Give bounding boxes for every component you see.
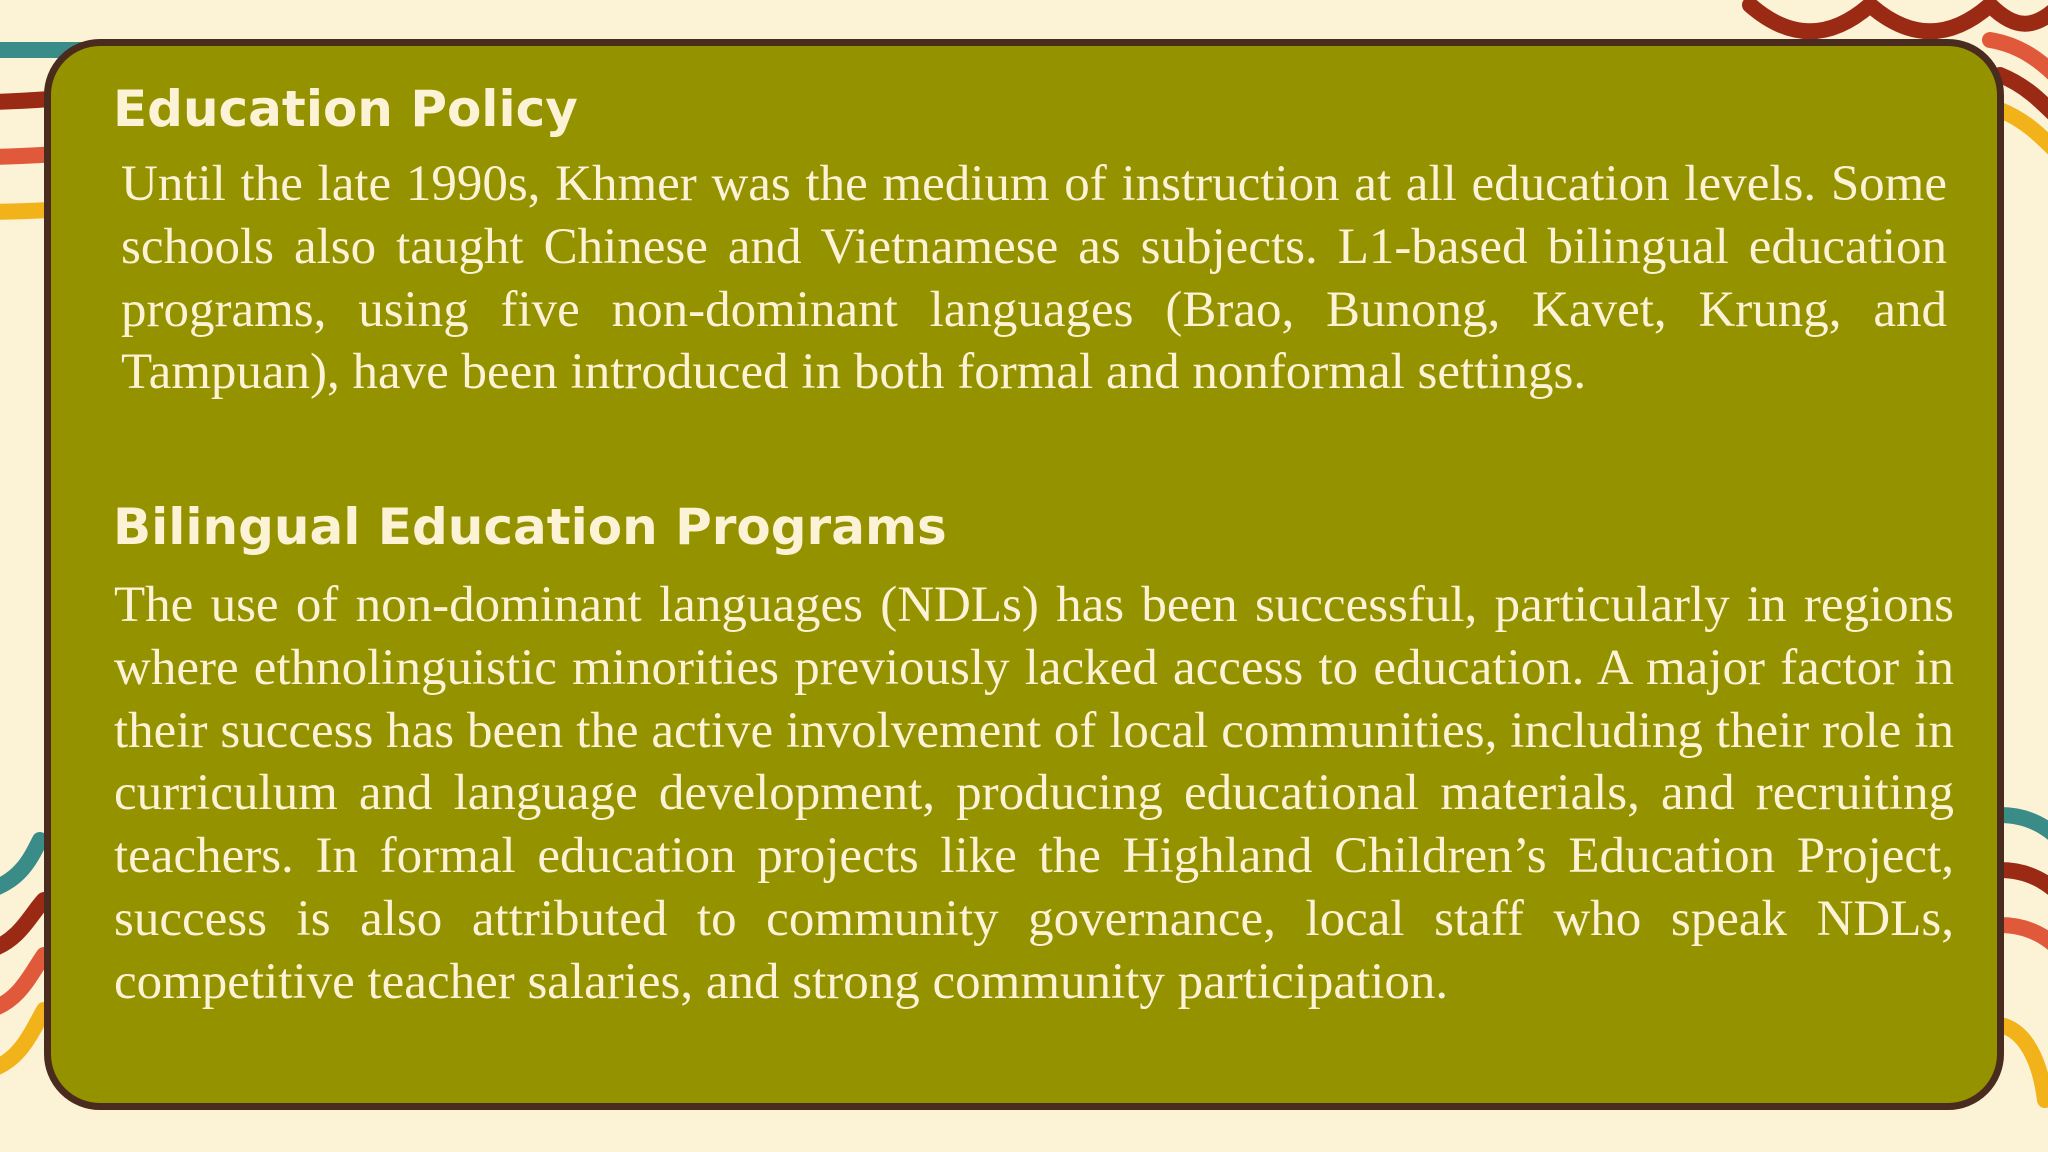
bilingual-education-programs-heading: Bilingual Education Programs xyxy=(113,498,947,556)
right-bottom-stripe-maroon xyxy=(2000,870,2048,895)
right-bottom-stripe-yellow xyxy=(2000,1025,2045,1100)
left-bottom-stripe-teal xyxy=(0,840,40,890)
left-bottom-stripe-maroon xyxy=(0,900,44,950)
education-policy-paragraph: Until the late 1990s, Khmer was the medium of instruction at all education levels. Some schools also taught Chinese and Vietnamese as subjects. L1-based bilingual education programs, using five non-dominant languages (Brao, Bunong, Kavet, Krung, and Tampuan), have been introduced in both formal and nonformal settings. xyxy=(121,156,1947,401)
left-bottom-stripe-yellow xyxy=(0,1010,44,1070)
bilingual-education-programs-paragraph: The use of non-dominant languages (NDLs) has been successful, particularly in regions where ethnolinguistic minorities previously lacked access to education. A major factor in their success has been the active involvement of local communities, including their role in curriculum and language development, producing educational materials, and recruiting teachers. In formal education projects like the Highland Children’s Education Project, success is also attributed to community governance, local staff who speak NDLs, competitive teacher salaries, and strong community participation. xyxy=(114,577,1954,1010)
left-bottom-stripes xyxy=(0,840,44,1070)
left-bottom-stripe-orange xyxy=(0,955,44,1010)
content-card xyxy=(44,39,2004,1110)
right-top-wave-maroon xyxy=(1750,5,2048,31)
education-policy-heading: Education Policy xyxy=(113,80,578,138)
right-top-stripe-yellow xyxy=(2000,110,2048,155)
right-bottom-stripe-teal xyxy=(2000,815,2048,840)
right-bottom-stripes xyxy=(2000,815,2048,1100)
right-bottom-stripe-orange xyxy=(2000,925,2048,950)
